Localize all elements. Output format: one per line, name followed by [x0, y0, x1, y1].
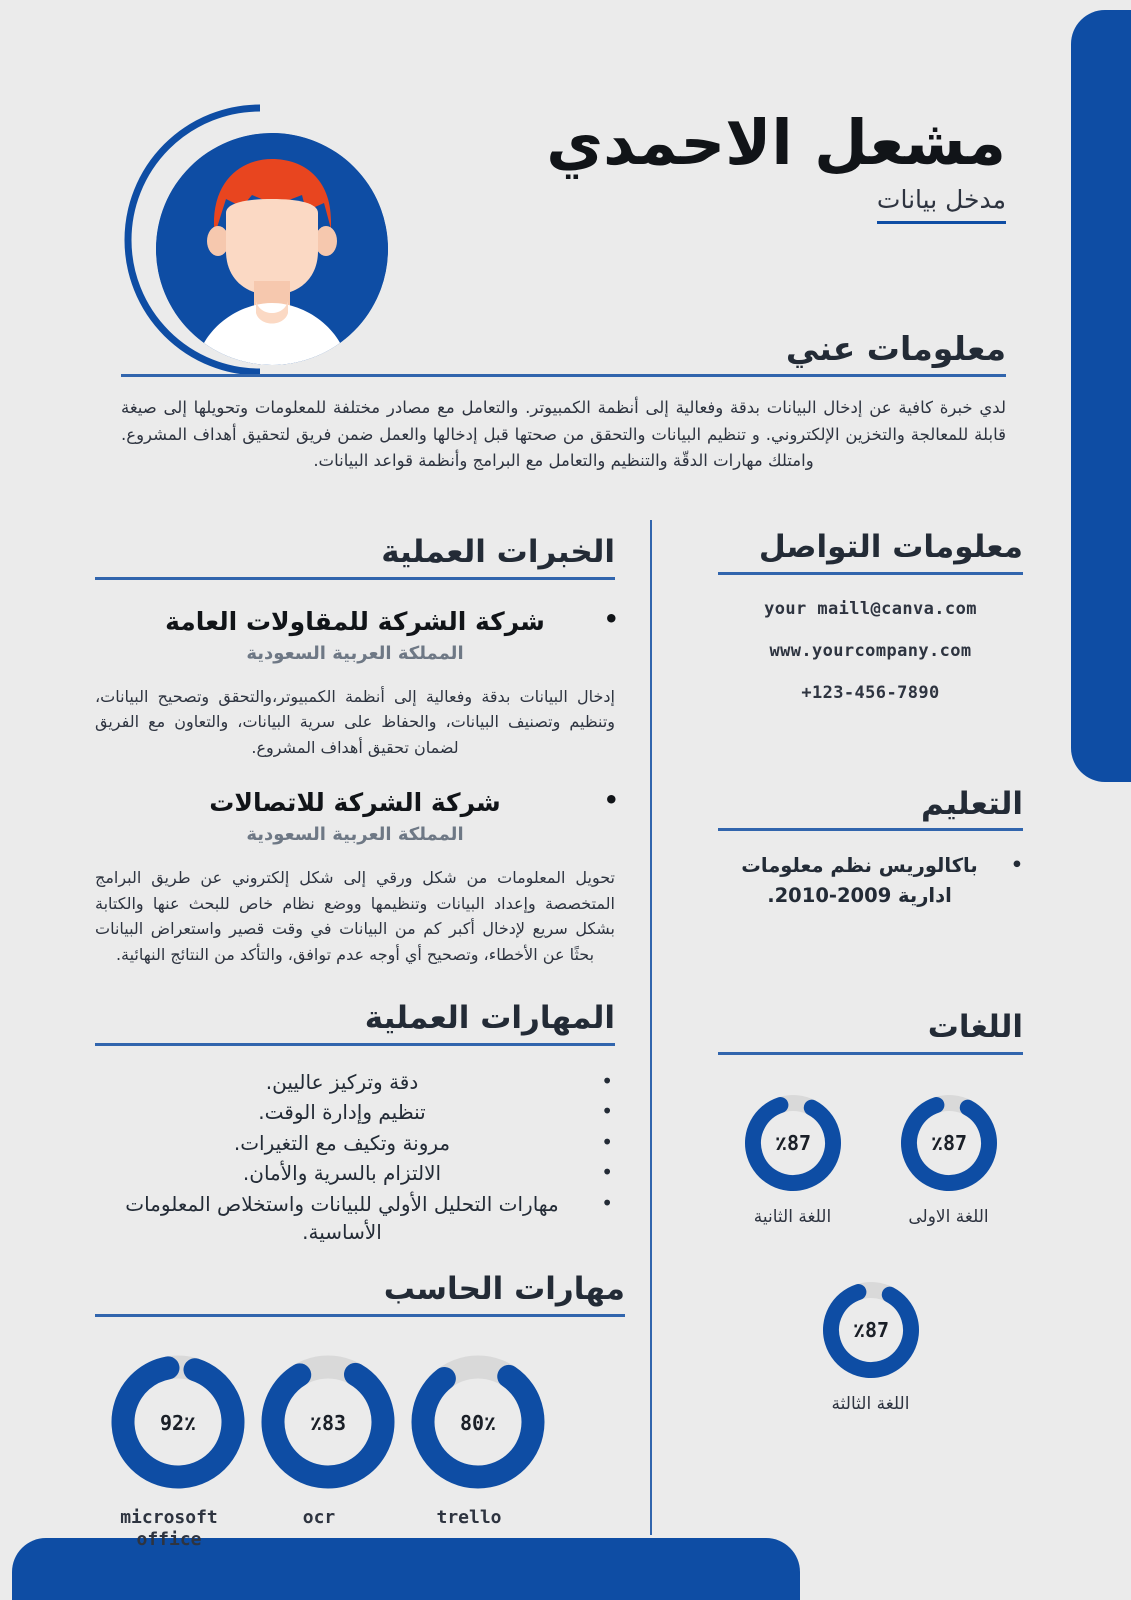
list-item: • باكالوريس نظم معلومات ادارية 2009-2010. [718, 851, 1001, 910]
language-donut-first [883, 1089, 1015, 1228]
left-column [95, 535, 615, 1248]
languages-rule [718, 1052, 1023, 1055]
column-divider [650, 520, 652, 1535]
donut-chart-icon [403, 1347, 553, 1497]
education-rule [718, 828, 1023, 831]
about-heading: معلومات عني [785, 329, 1006, 368]
donut-value: ٪83 [309, 1410, 347, 1435]
donut-value: ٪87 [774, 1130, 811, 1155]
donut-value: 92٪ [159, 1410, 197, 1435]
education-list [718, 851, 1023, 910]
experience-location: المملكة العربية السعودية [246, 823, 464, 845]
list-item: • الالتزام بالسرية والأمان. [95, 1159, 589, 1187]
donut-value: ٪87 [930, 1130, 967, 1155]
experience-description: تحويل المعلومات من شكل ورقي إلى شكل إلكتروني عن طريق البرامج المتخصصة وإعداد البيانات وتنظيمها ووضع نظام خاص للبحث عنها والكتابة بشكل سريع لإدخال أكبر كم من البيانات في وقت قصير واستعراض البيانات بحثًا عن الأخطاء، وتصحيح أي أوجه عدم توافق، والتأكد من النتائج النهائية. [95, 867, 615, 964]
computer-skills-charts [95, 1347, 625, 1552]
practical-skills-section [95, 1001, 615, 1246]
donut-chart-icon [895, 1089, 1003, 1197]
contact-section [718, 530, 1023, 703]
education-section [718, 787, 1023, 910]
contact-heading: معلومات التواصل [758, 529, 1023, 565]
computer-skills-heading: مهارات الحاسب [383, 1271, 625, 1307]
donut-value: 80٪ [459, 1410, 497, 1435]
education-heading: التعليم [920, 785, 1023, 822]
experience-item [95, 787, 615, 968]
donut-label: trello [436, 1506, 502, 1528]
donut-label: ocr [302, 1506, 336, 1528]
languages-section [718, 1010, 1023, 1415]
header-name-block [386, 106, 1006, 224]
spacer [718, 725, 1023, 787]
language-donut-third [805, 1276, 937, 1415]
contact-phone[interactable]: +123-456-7890 [801, 682, 940, 703]
computer-skills-rule [95, 1314, 625, 1317]
donut-label: اللغة الثانية [753, 1206, 832, 1227]
list-item: • مرونة وتكيف مع التغيرات. [95, 1129, 589, 1157]
right-column [718, 530, 1023, 910]
experience-location: المملكة العربية السعودية [246, 642, 464, 664]
page-title: مشعل الاحمدي [546, 106, 1006, 179]
practical-skills-heading: المهارات العملية [364, 1000, 615, 1037]
about-text: لدي خبرة كافية عن إدخال البيانات بدقة وفعالية إلى أنظمة الكمبيوتر. والتعامل مع مصادر مختلفة للمعلومات وتحويلها إلى صيغة قابلة للمعالجة والتخزين الإلكتروني. و تنظيم البيانات والتحقق من صحتها قبل إدخالها والعمل ضمن فريق لتحقيق أهداف المشروع. وامتلك مهارات الدقّة والتنظيم والتعامل مع البرامج وأنظمة قواعد البيانات. [121, 397, 1006, 471]
experience-item [95, 606, 615, 761]
job-title: مدخل بيانات [877, 185, 1006, 224]
languages-row-bottom [718, 1276, 1023, 1415]
experience-title: شركة الشركة للمقاولات العامة • [95, 606, 615, 637]
list-item: • تنظيم وإدارة الوقت. [95, 1098, 589, 1126]
contact-rule [718, 572, 1023, 575]
list-item: • دقة وتركيز عاليين. [95, 1068, 589, 1096]
skill-donut-ocr [253, 1347, 385, 1552]
contact-website[interactable]: www.yourcompany.com [769, 640, 972, 661]
donut-chart-icon [253, 1347, 403, 1497]
spacer [95, 967, 615, 1001]
practical-skills-rule [95, 1043, 615, 1046]
donut-label: microsoft office [120, 1506, 218, 1551]
donut-chart-icon [739, 1089, 847, 1197]
list-item: • مهارات التحليل الأولي للبيانات واستخلاص المعلومات الأساسية. [95, 1190, 589, 1247]
donut-label: اللغة الاولى [908, 1206, 989, 1227]
about-section [121, 330, 1006, 475]
experience-rule [95, 577, 615, 580]
experience-description: إدخال البيانات بدقة وفعالية إلى أنظمة الكمبيوتر،والتحقق وتصحيح البيانات، وتنظيم وتصنيف البيانات، والحفاظ على سرية البيانات، والتعاون مع الفريق لضمان تحقيق أهداف المشروع. [95, 686, 615, 758]
donut-chart-icon [817, 1276, 925, 1384]
experience-title: شركة الشركة للاتصالات • [95, 787, 615, 818]
donut-value: ٪87 [852, 1317, 889, 1342]
experience-heading: الخبرات العملية [381, 534, 615, 570]
languages-row-top [718, 1089, 1023, 1228]
about-rule [121, 374, 1006, 377]
contact-email[interactable]: your maill@canva.com [764, 598, 977, 619]
donut-label: اللغة الثالثة [831, 1393, 910, 1414]
skill-donut-trello [403, 1347, 535, 1552]
contact-list [718, 599, 1023, 703]
languages-heading: اللغات [927, 1009, 1023, 1045]
language-donut-second [727, 1089, 859, 1228]
languages-charts [718, 1089, 1023, 1416]
experience-section [95, 535, 615, 967]
donut-chart-icon [103, 1347, 253, 1497]
practical-skills-list [95, 1068, 615, 1246]
decorative-bar-right [1071, 10, 1131, 782]
computer-skills-section [95, 1272, 625, 1552]
skill-donut-microsoft-office [103, 1347, 235, 1552]
